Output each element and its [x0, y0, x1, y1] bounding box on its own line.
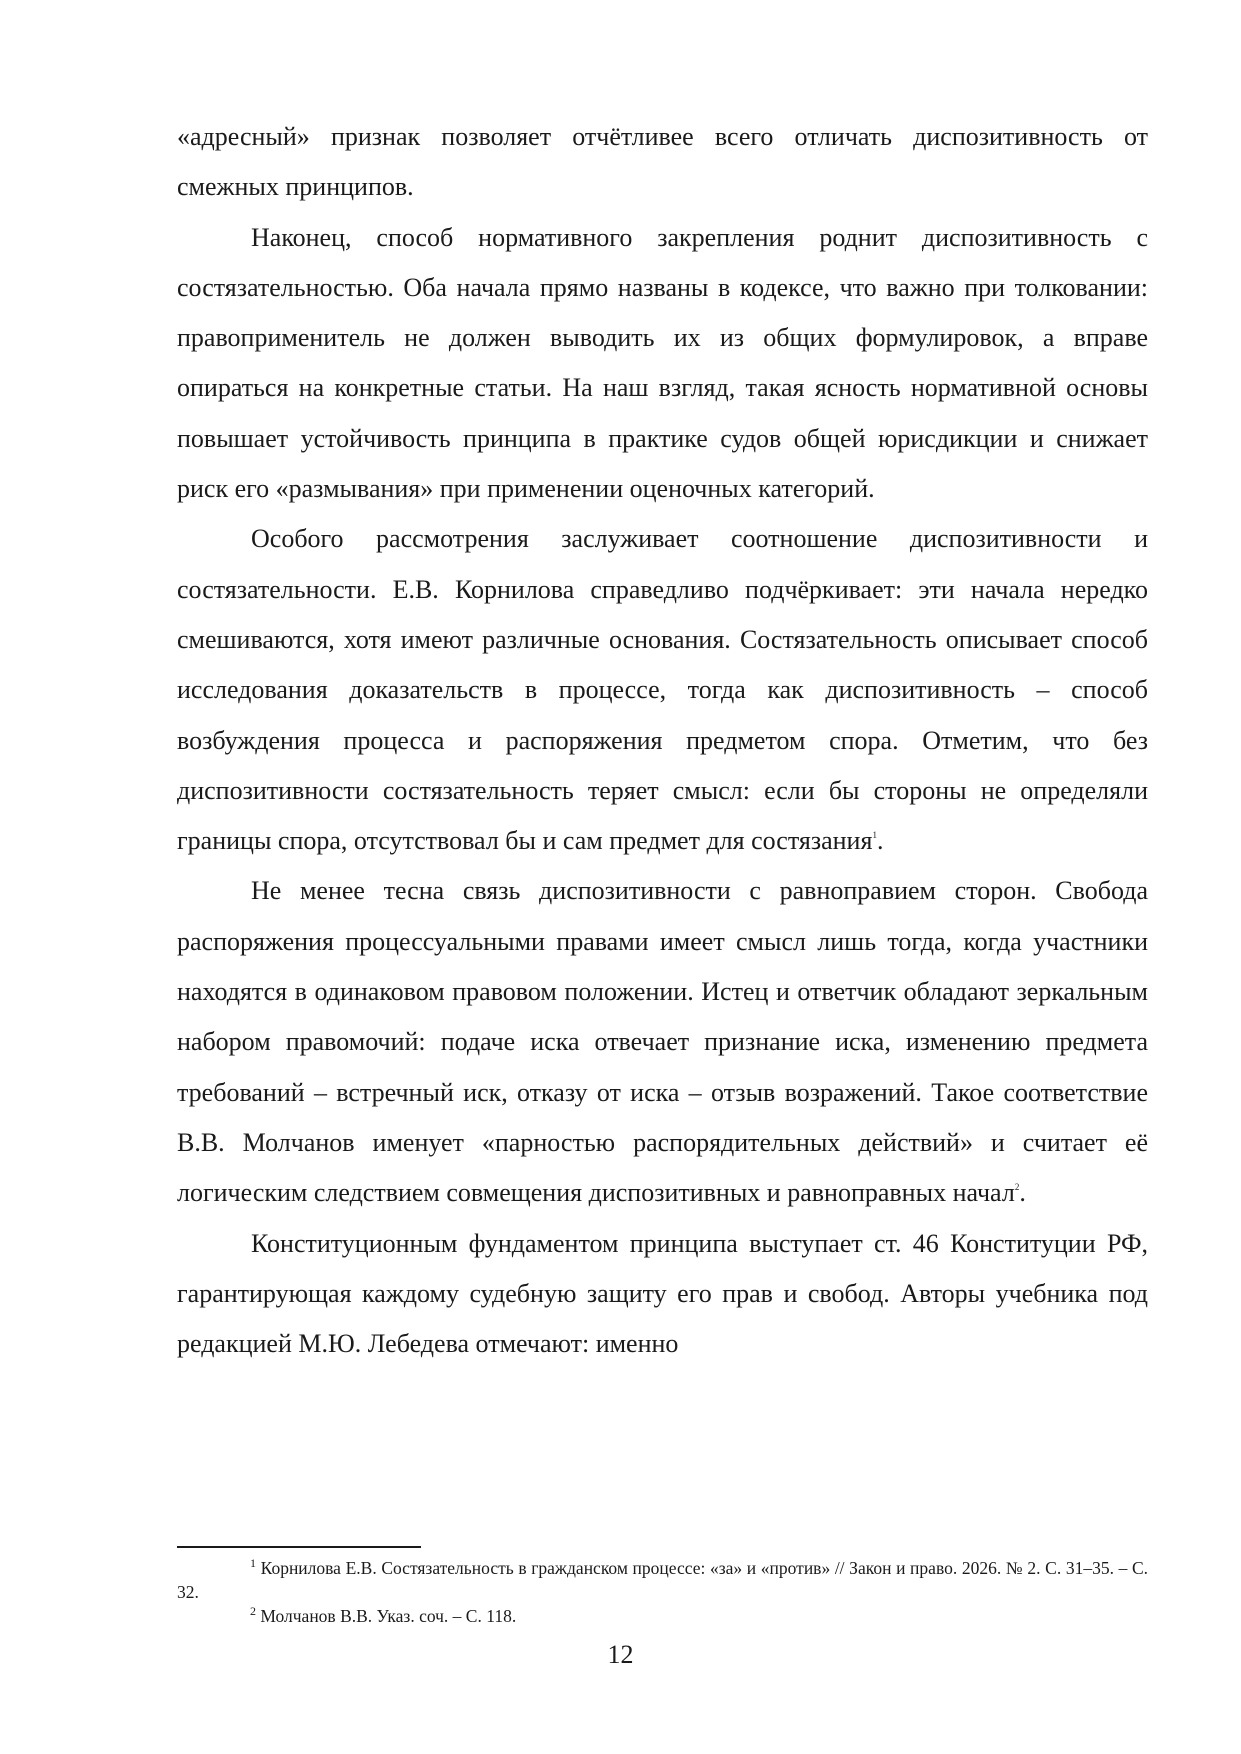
footnote-ref[interactable]: 2	[1014, 1181, 1020, 1192]
paragraph: Особого рассмотрения заслуживает соотношение диспозитивности и состязательности. Е.В. Корнилова справедливо подчёркивает: эти начала нередко смешиваются, хотя имеют различные основания. Состязательность описывает способ исследования доказательств в процессе, тогда как диспозитивность – способ возбуждения процесса и распоряжения предметом спора. Отметим, что без диспозитивности состязательность теряет смысл: если бы стороны не определяли границы спора, отсутствовал бы и сам предмет для состязания$^1$.	[177, 524, 1148, 856]
paragraph: Не менее тесна связь диспозитивности с равноправием сторон. Свобода распоряжения процессуальными правами имеет смысл лишь тогда, когда участники находятся в одинаковом правовом положении. Истец и ответчик обладают зеркальным набором правомочий: подаче иска отвечает признание иска, изменению предмета требований – встречный иск, отказу от иска – отзыв возражений. Такое соответствие В.В. Молчанов именует «парностью распорядительных действий» и считает её логическим следствием совмещения диспозитивных и равноправных начал$^2$.	[177, 876, 1148, 1208]
paragraph-text: Конституционным фундаментом принципа выступает ст. 46 Конституции РФ, гарантирующая каждому судебную защиту его прав и свобод. Авторы учебника под редакцией М.Ю. Лебедева отмечают: именно	[177, 1228, 1148, 1359]
paragraph	[177, 213, 1148, 515]
paragraph	[177, 112, 1148, 213]
paragraph-text: Особого рассмотрения заслуживает соотношение диспозитивности и состязательности. Е.В. Корнилова справедливо подчёркивает: эти начала нередко смешиваются, хотя имеют различные основания. Состязательность описывает способ исследования доказательств в процессе, тогда как диспозитивность – способ возбуждения процесса и распоряжения предметом спора. Отметим, что без диспозитивности состязательность теряет смысл: если бы стороны не определяли границы спора, отсутствовал бы и сам предмет для состязания	[177, 524, 1148, 856]
footnote-ref[interactable]: 1	[872, 829, 877, 840]
footnote-number: 2	[250, 1604, 256, 1619]
footnote-text: Корнилова Е.В. Состязательность в гражданском процессе: «за» и «против» // Закон и право. 2026. № 2. С. 31–35. – С. 32.	[177, 1558, 1149, 1602]
paragraph	[177, 1219, 1148, 1370]
footnote	[177, 1604, 1148, 1628]
footnote-text: Молчанов В.В. Указ. соч. – С. 118.	[260, 1606, 517, 1626]
paragraph-text: Наконец, способ нормативного закрепления роднит диспозитивность с состязательностью. Оба начала прямо названы в кодексе, что важно при толковании: правоприменитель не должен выводить их из общих формулировок, а вправе опираться на конкретные статьи. На наш взгляд, такая ясность нормативной основы повышает устойчивость принципа в практике судов общей юрисдикции и снижает риск его «размывания» при применении оценочных категорий.	[177, 222, 1148, 504]
body-text	[177, 112, 1148, 1369]
paragraph-text: «адресный» признак позволяет отчётливее всего отличать диспозитивность от смежных принципов.	[177, 122, 1148, 202]
footnote-separator	[177, 1546, 421, 1548]
page-number: 12	[607, 1640, 634, 1669]
footnote-number: 1	[250, 1556, 256, 1571]
paragraph-text: Не менее тесна связь диспозитивности с равноправием сторон. Свобода распоряжения процессуальными правами имеет смысл лишь тогда, когда участники находятся в одинаковом правовом положении. Истец и ответчик обладают зеркальным набором правомочий: подаче иска отвечает признание иска, изменению предмета требований – встречный иск, отказу от иска – отзыв возражений. Такое соответствие В.В. Молчанов именует «парностью распорядительных действий» и считает её логическим следствием совмещения диспозитивных и равноправных начал	[177, 876, 1148, 1208]
footnotes	[177, 1556, 1148, 1628]
footnote	[177, 1556, 1148, 1604]
